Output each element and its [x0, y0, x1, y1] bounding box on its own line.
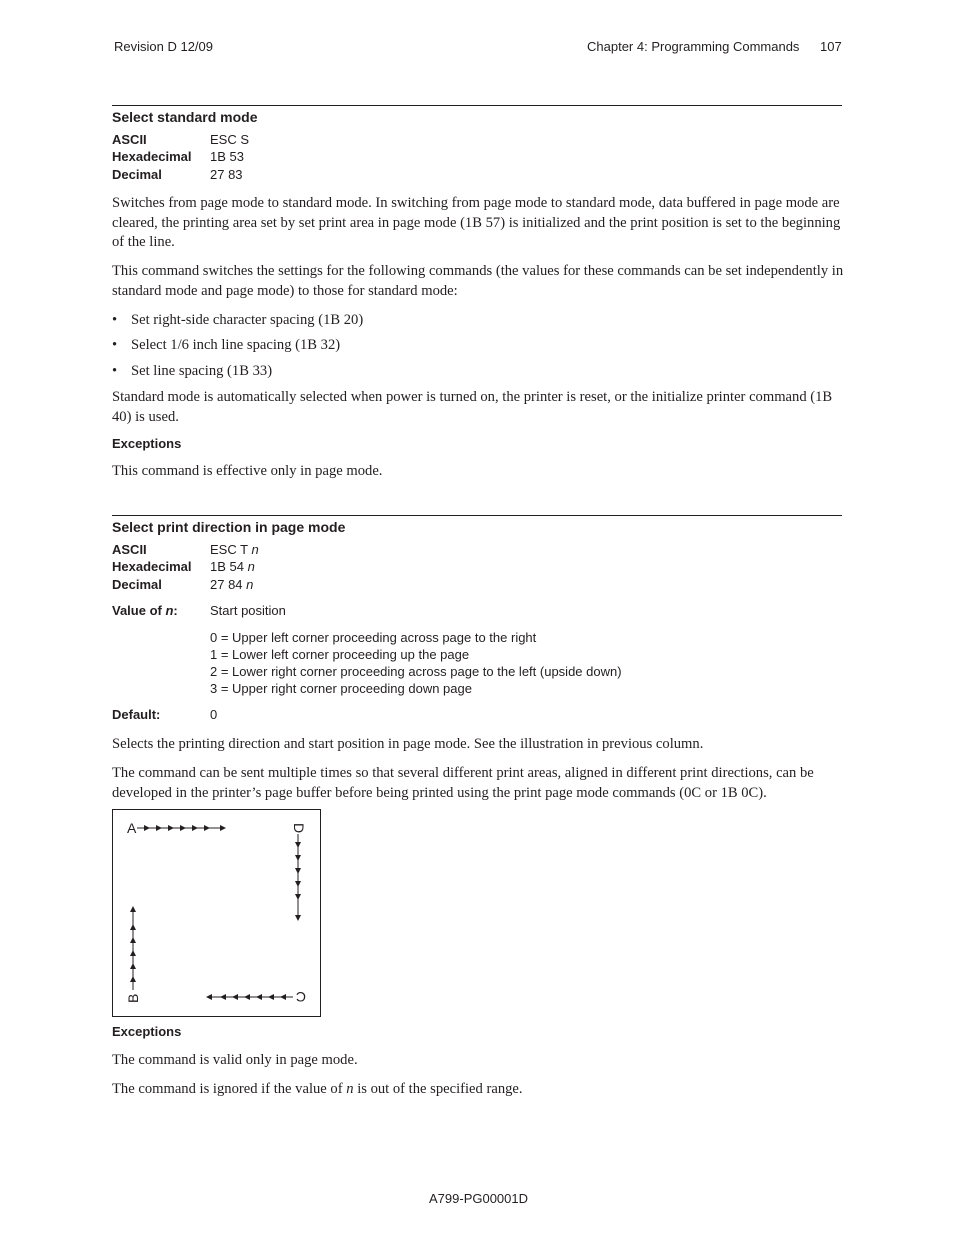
section-title: Select standard mode — [112, 109, 258, 125]
code-label-ascii: ASCII — [112, 132, 147, 147]
exceptions-heading: Exceptions — [112, 1024, 182, 1039]
paragraph: Standard mode is automatically selected when power is turned on, the printer is reset, or the initialize printer command (1B 40) is used. — [112, 389, 833, 425]
exceptions-text: The command is valid only in page mode. — [112, 1052, 358, 1068]
value-item: 0 = Upper left corner proceeding across page to the right — [210, 630, 537, 645]
paragraph: Selects the printing direction and start position in page mode. See the illustration in previous column. — [112, 736, 704, 752]
code-label-decimal: Decimal — [112, 577, 162, 592]
section-divider — [112, 105, 842, 106]
code-label-ascii: ASCII — [112, 542, 147, 557]
code-value-decimal: 27 84 n — [210, 577, 254, 592]
label-a: A — [127, 820, 137, 836]
footer-doc-number: A799-PG00001D — [429, 1191, 529, 1206]
section-divider — [112, 515, 842, 516]
value-item: 2 = Lower right corner proceeding across page to the left (upside down) — [210, 664, 622, 679]
code-value-ascii: ESC S — [210, 132, 250, 147]
value-heading: Start position — [210, 603, 286, 618]
code-value-hex: 1B 53 — [210, 149, 244, 164]
value-item: 3 = Upper right corner proceeding down page — [210, 681, 472, 696]
header-page-number: 107 — [820, 39, 842, 54]
exceptions-text: The command is ignored if the value of n is out of the specified range. — [112, 1081, 523, 1097]
section-title: Select print direction in page mode — [112, 519, 346, 535]
paragraph: Switches from page mode to standard mode. In switching from page mode to standard mode, data buffered in page mode are cleared, the printing area set by set print area in page mode (1B 57) is initialized and the print position is set to the beginning of the line. — [112, 195, 841, 250]
bullet-icon: • — [112, 312, 118, 328]
header-revision: Revision D 12/09 — [114, 39, 213, 54]
label-b: B — [125, 993, 141, 1003]
default-value: 0 — [210, 707, 218, 722]
code-value-hex: 1B 54 n — [210, 559, 255, 574]
code-label-hex: Hexadecimal — [112, 149, 192, 164]
exceptions-text: This command is effective only in page mode. — [112, 463, 383, 479]
bullet-icon: • — [112, 337, 118, 353]
value-label: Value of n: — [112, 603, 178, 618]
label-c: C — [295, 989, 306, 1005]
default-label: Default: — [112, 707, 161, 722]
label-d: D — [291, 823, 307, 834]
exceptions-heading: Exceptions — [112, 436, 182, 451]
code-value-decimal: 27 83 — [210, 167, 243, 182]
code-label-hex: Hexadecimal — [112, 559, 192, 574]
code-value-ascii: ESC T n — [210, 542, 259, 557]
code-label-decimal: Decimal — [112, 167, 162, 182]
value-item: 1 = Lower left corner proceeding up the page — [210, 647, 470, 662]
header-chapter: Chapter 4: Programming Commands — [587, 39, 800, 54]
print-direction-diagram — [112, 809, 321, 1017]
paragraph: This command switches the settings for the following commands (the values for these commands can be set independently in standard mode and page mode) to those for standard mode: — [112, 263, 844, 299]
bullet-icon: • — [112, 363, 118, 379]
paragraph: The command can be sent multiple times so that several different print areas, aligned in different print directions, can be developed in the printer’s page buffer before being printed using the print page mode commands (0C or 1B 0C). — [112, 765, 814, 801]
